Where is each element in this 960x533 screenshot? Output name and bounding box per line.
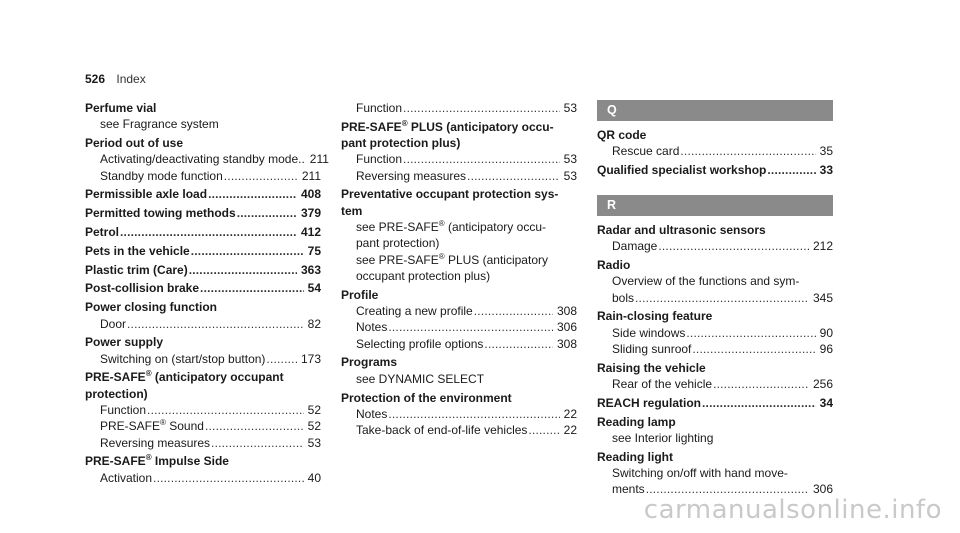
entry-heading: PRE-SAFE® PLUS (anticipatory occu- pant protection plus)	[341, 118, 554, 151]
page-ref: 53	[563, 101, 577, 115]
index-entry	[597, 257, 833, 306]
page-ref: 35	[819, 144, 833, 159]
index-entry	[597, 127, 833, 160]
index-entry	[85, 135, 329, 184]
index-entry	[341, 354, 577, 387]
subentry-text: Function	[100, 403, 147, 418]
subentry-text: Side windows	[612, 325, 686, 340]
entry-heading: Period out of use	[85, 136, 184, 151]
subentry-line	[85, 402, 321, 418]
index-entry	[597, 360, 833, 393]
subentry-line	[341, 100, 577, 116]
page-ref: 96	[819, 341, 833, 356]
subentry-text: Switching on (start/stop button)	[100, 351, 266, 366]
subentry-line	[341, 303, 577, 319]
subentry-text: Reversing measures	[100, 435, 211, 450]
entry-heading: Radio	[597, 257, 631, 272]
subentry-line	[597, 376, 833, 392]
subentry-text: Damage	[612, 239, 658, 254]
page-ref: 90	[819, 325, 833, 340]
page-ref: 408	[300, 187, 321, 202]
subentry-text: ments	[612, 482, 645, 497]
index-column-3	[597, 100, 833, 500]
subentry-text: Overview of the functions and sym-	[612, 274, 800, 289]
page-ref: 211	[301, 168, 321, 183]
entry-heading: Pets in the vehicle	[85, 243, 190, 258]
subentry-text: Function	[356, 101, 403, 115]
subentry-line	[597, 341, 833, 357]
page-ref: 345	[812, 290, 833, 305]
entry-heading: Petrol	[85, 225, 120, 240]
subentry-line	[597, 290, 833, 306]
index-entry	[341, 287, 577, 352]
subentry-text: Rescue card	[612, 144, 680, 159]
page-ref: 53	[563, 168, 577, 183]
subentry-line	[597, 325, 833, 341]
letter-heading-r: R	[597, 195, 833, 216]
entry-heading: Reading lamp	[597, 414, 676, 429]
index-entry	[85, 186, 321, 202]
index-entry	[597, 162, 833, 178]
subentry-text: Function	[356, 152, 403, 167]
entry-reference: see Fragrance system	[100, 117, 219, 132]
index-entry	[597, 308, 833, 357]
entry-heading: Post-collision brake	[85, 281, 200, 296]
subentry-text: Activation	[100, 470, 153, 485]
entry-heading: Permitted towing methods	[85, 206, 236, 221]
page-number: 526	[85, 72, 106, 86]
page-ref: 256	[812, 377, 833, 392]
subentry-line	[341, 406, 577, 422]
page-ref: 75	[307, 243, 321, 258]
index-entry	[597, 222, 833, 255]
page-ref: 306	[556, 320, 577, 335]
subentry-text: Activating/deactivating standby mode..	[100, 152, 305, 167]
entry-reference: see Interior lighting	[612, 430, 714, 445]
entry-heading: Perfume vial	[85, 101, 157, 115]
subentry-text: Creating a new profile	[356, 304, 473, 319]
entry-heading: Profile	[341, 287, 379, 302]
page-ref: 412	[300, 225, 321, 240]
entry-reference: see PRE-SAFE® PLUS (anticipatory occupant protection plus)	[356, 251, 548, 283]
page-ref: 22	[563, 423, 577, 438]
subentry-line	[85, 168, 321, 184]
page-ref: 211	[309, 152, 329, 167]
entry-heading: Reading light	[597, 449, 673, 464]
subentry-line	[597, 143, 833, 159]
index-entry	[341, 390, 577, 439]
page-ref: 363	[300, 262, 321, 277]
index-entry	[341, 119, 577, 184]
entry-heading: QR code	[597, 128, 647, 142]
index-entry	[597, 395, 833, 411]
page-ref: 82	[307, 316, 321, 331]
subentry-text: Take-back of end-of-life vehicles	[356, 423, 528, 438]
subentry-line	[597, 238, 833, 254]
entry-heading: Rain-closing feature	[597, 309, 713, 324]
page-ref: 53	[563, 152, 577, 167]
page-ref: 52	[307, 419, 321, 434]
page-ref: 40	[307, 470, 321, 485]
subentry-line	[341, 151, 577, 167]
subentry-line	[85, 351, 321, 367]
page-ref: 308	[556, 304, 577, 319]
section-title: Index	[116, 72, 146, 86]
subentry-text: Selecting profile options	[356, 336, 484, 351]
subentry-line	[85, 151, 329, 167]
index-entry	[597, 449, 833, 498]
letter-heading-q: Q	[597, 100, 833, 121]
page-ref: 54	[307, 281, 321, 296]
page-ref: 52	[307, 403, 321, 418]
index-column-1	[85, 100, 329, 489]
page-ref: 22	[563, 406, 577, 421]
subentry-text: PRE-SAFE® Sound	[100, 418, 204, 434]
page-header	[85, 72, 146, 86]
subentry-line	[341, 168, 577, 184]
page-ref: 173	[300, 351, 321, 366]
index-entry	[85, 224, 321, 240]
index-entry	[85, 453, 321, 486]
index-entry	[85, 243, 321, 259]
subentry-text: Door	[100, 316, 127, 331]
watermark: carmanualsonline.info	[643, 495, 942, 525]
entry-heading: Plastic trim (Care)	[85, 262, 188, 277]
entry-heading: Programs	[341, 355, 398, 370]
page-ref: 53	[307, 435, 321, 450]
index-entry	[85, 299, 321, 332]
subentry-line	[85, 435, 321, 451]
subentry-line	[341, 319, 577, 335]
subentry-text: Notes	[356, 320, 388, 335]
index-entry	[85, 334, 321, 367]
page-ref: 212	[812, 239, 833, 254]
subentry-line	[85, 470, 321, 486]
index-entry	[85, 262, 321, 278]
index-entry	[85, 280, 321, 296]
subentry-text: Standby mode function	[100, 168, 223, 183]
subentry-text: Sliding sunroof	[612, 341, 692, 356]
entry-heading: Raising the vehicle	[597, 360, 706, 375]
subentry-text: Rear of the vehicle	[612, 377, 713, 392]
subentry-text: Notes	[356, 406, 388, 421]
page-ref: 34	[819, 395, 833, 410]
subentry-text: Switching on/off with hand move-	[612, 466, 788, 481]
page-ref: 33	[819, 163, 833, 178]
index-entry	[85, 100, 321, 133]
entry-heading: PRE-SAFE® (anticipatory occupant protection)	[85, 369, 284, 401]
subentry-text: Reversing measures	[356, 168, 467, 183]
entry-heading: PRE-SAFE® Impulse Side	[85, 453, 229, 469]
subentry-line	[85, 316, 321, 332]
entry-heading: Power closing function	[85, 300, 218, 315]
page-ref: 306	[812, 482, 833, 497]
index-entry	[85, 369, 321, 450]
subentry-line	[341, 422, 577, 438]
subentry-line	[341, 336, 577, 352]
entry-heading: Power supply	[85, 335, 164, 350]
entry-heading: Preventative occupant protection sys- tem	[341, 187, 559, 218]
entry-heading: REACH regulation	[597, 395, 702, 410]
index-entry	[341, 186, 577, 284]
subentry-text: bols	[612, 290, 635, 305]
index-column-2	[341, 100, 577, 441]
entry-heading: Protection of the environment	[341, 390, 512, 405]
page-ref: 379	[300, 206, 321, 221]
entry-reference: see DYNAMIC SELECT	[356, 371, 485, 386]
entry-heading: Permissible axle load	[85, 187, 208, 202]
entry-heading: Radar and ultrasonic sensors	[597, 222, 766, 237]
entry-reference: see PRE-SAFE® (anticipatory occu- pant protection)	[356, 219, 546, 251]
page-ref: 308	[556, 336, 577, 351]
index-entry	[85, 205, 321, 221]
subentry-line	[85, 418, 321, 434]
entry-heading: Qualified specialist workshop	[597, 163, 767, 178]
index-entry	[597, 414, 833, 447]
index-entry-continued	[341, 100, 577, 116]
